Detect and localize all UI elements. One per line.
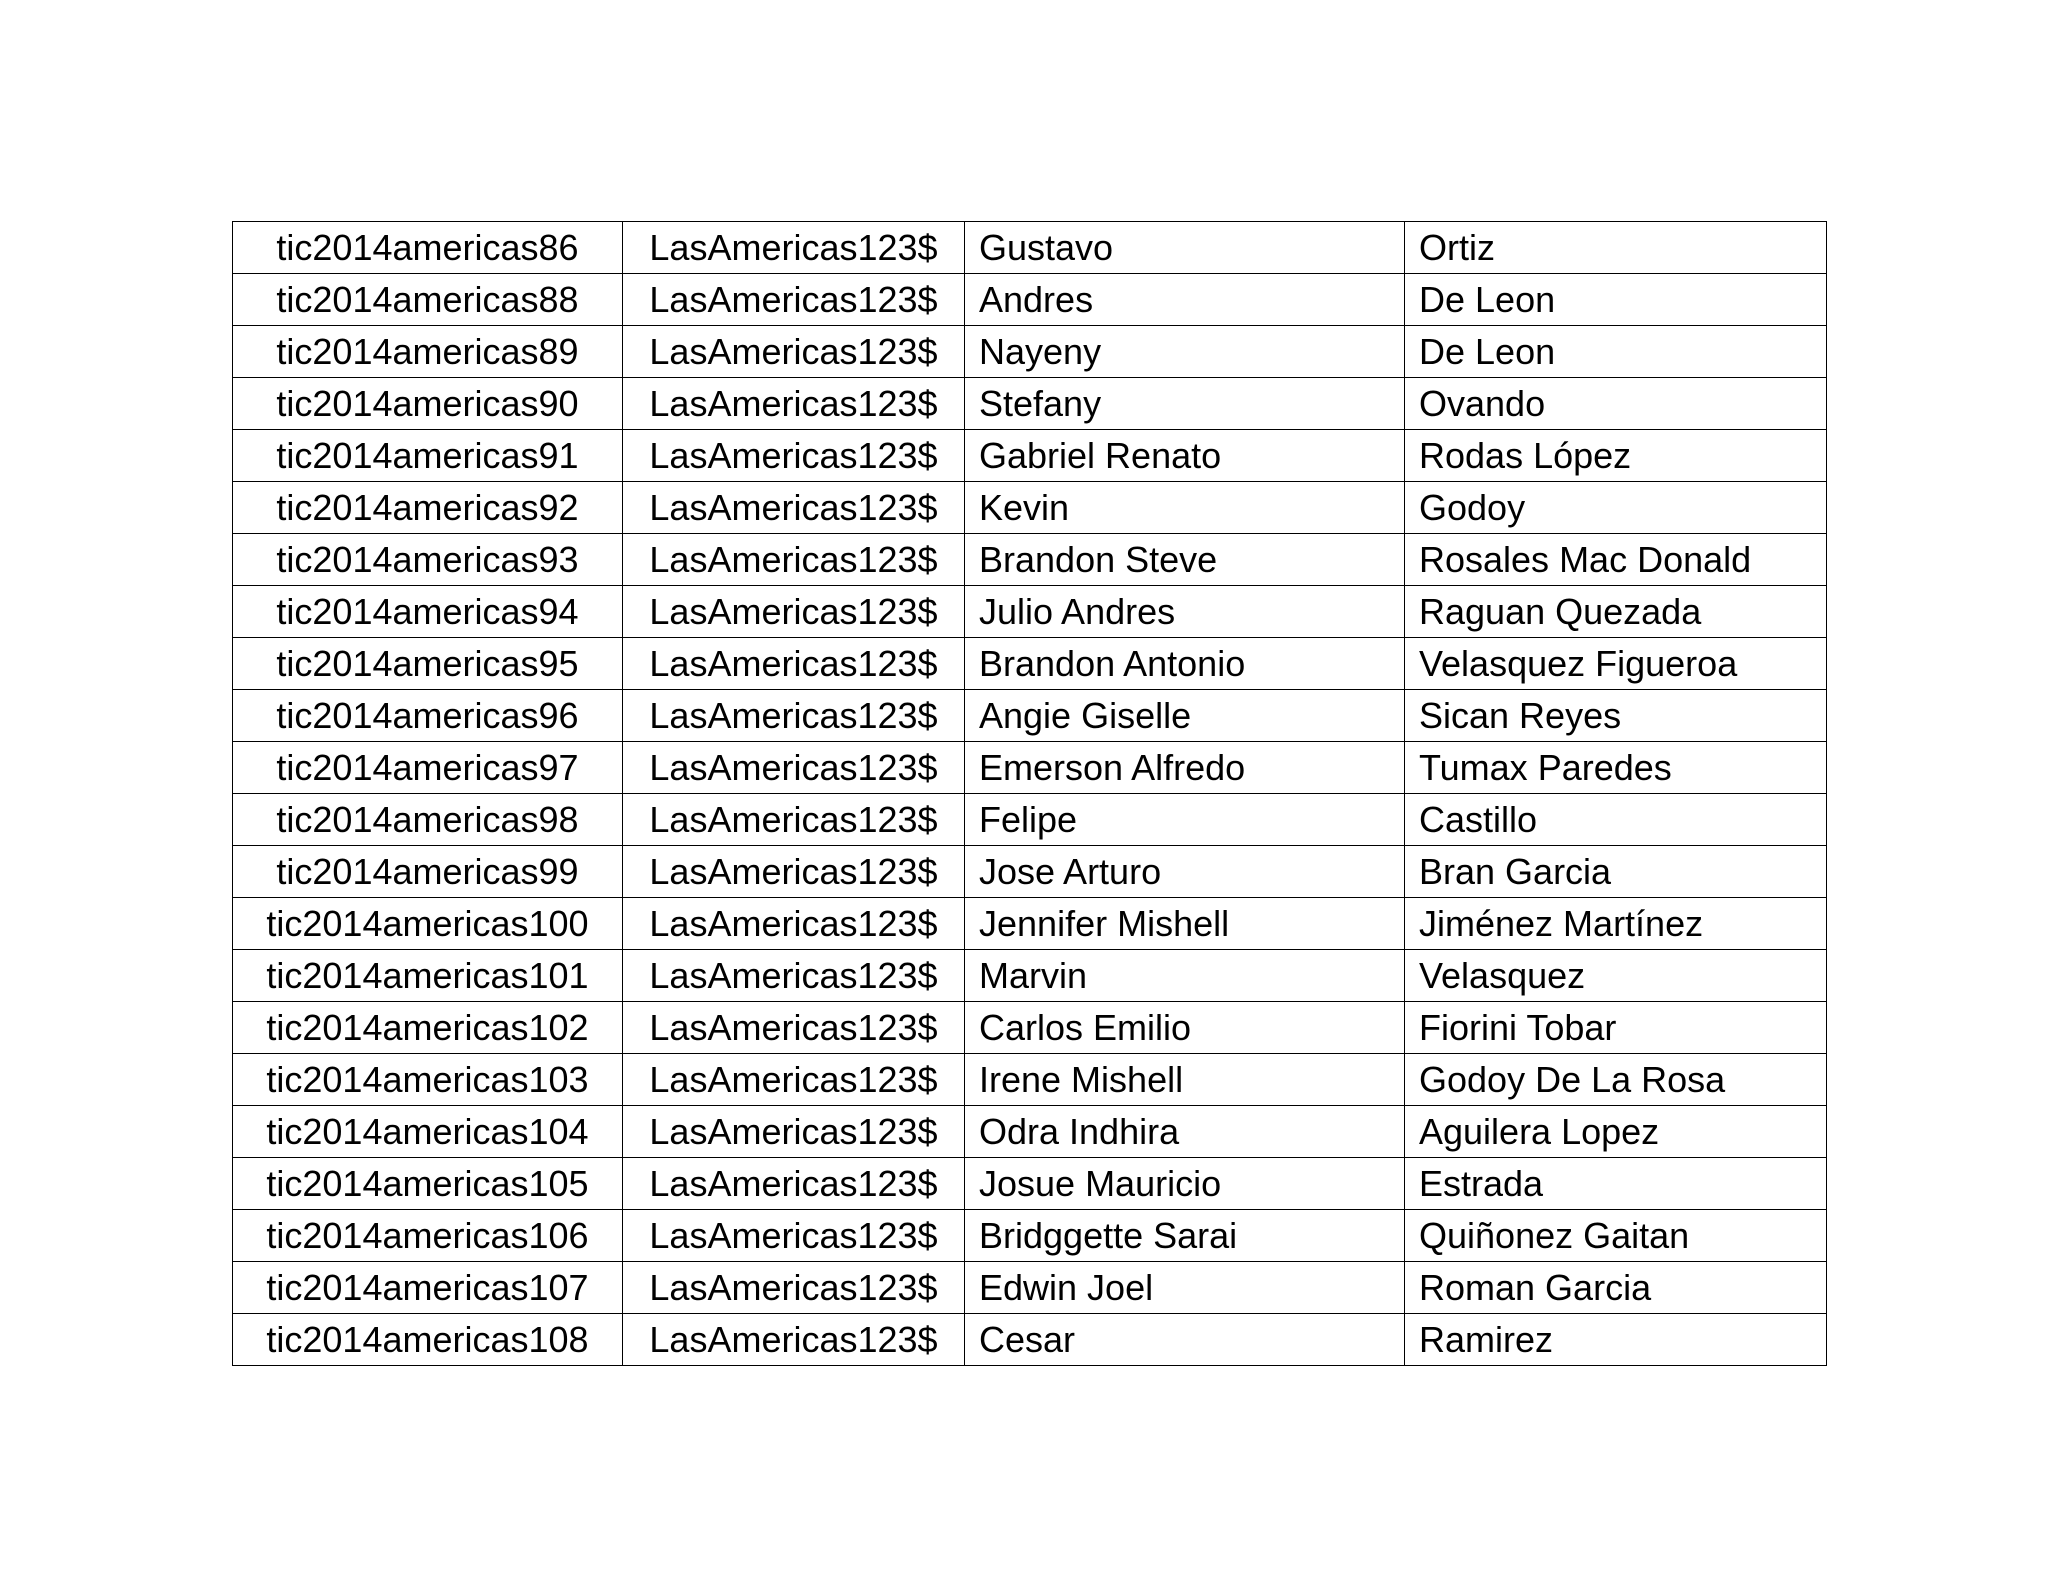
first-name-cell: Brandon Antonio xyxy=(965,638,1405,690)
first-name-cell: Kevin xyxy=(965,482,1405,534)
last-name-cell: De Leon xyxy=(1405,326,1827,378)
table-row xyxy=(233,326,1827,378)
last-name-cell: Fiorini Tobar xyxy=(1405,1002,1827,1054)
last-name-cell: Rosales Mac Donald xyxy=(1405,534,1827,586)
first-name-cell: Edwin Joel xyxy=(965,1262,1405,1314)
table-row xyxy=(233,378,1827,430)
username-cell: tic2014americas106 xyxy=(233,1210,623,1262)
first-name-cell: Gabriel Renato xyxy=(965,430,1405,482)
password-cell: LasAmericas123$ xyxy=(623,1158,965,1210)
table-row xyxy=(233,1054,1827,1106)
last-name-cell: Velasquez xyxy=(1405,950,1827,1002)
password-cell: LasAmericas123$ xyxy=(623,482,965,534)
user-table-body xyxy=(233,222,1827,1366)
username-cell: tic2014americas105 xyxy=(233,1158,623,1210)
password-cell: LasAmericas123$ xyxy=(623,1262,965,1314)
first-name-cell: Julio Andres xyxy=(965,586,1405,638)
username-cell: tic2014americas107 xyxy=(233,1262,623,1314)
last-name-cell: Ramirez xyxy=(1405,1314,1827,1366)
table-row xyxy=(233,1210,1827,1262)
first-name-cell: Bridggette Sarai xyxy=(965,1210,1405,1262)
first-name-cell: Odra Indhira xyxy=(965,1106,1405,1158)
username-cell: tic2014americas86 xyxy=(233,222,623,274)
table-row xyxy=(233,222,1827,274)
username-cell: tic2014americas91 xyxy=(233,430,623,482)
password-cell: LasAmericas123$ xyxy=(623,326,965,378)
username-cell: tic2014americas90 xyxy=(233,378,623,430)
username-cell: tic2014americas98 xyxy=(233,794,623,846)
last-name-cell: Castillo xyxy=(1405,794,1827,846)
table-row xyxy=(233,950,1827,1002)
table-row xyxy=(233,1002,1827,1054)
first-name-cell: Jennifer Mishell xyxy=(965,898,1405,950)
username-cell: tic2014americas88 xyxy=(233,274,623,326)
username-cell: tic2014americas100 xyxy=(233,898,623,950)
last-name-cell: Estrada xyxy=(1405,1158,1827,1210)
password-cell: LasAmericas123$ xyxy=(623,1314,965,1366)
password-cell: LasAmericas123$ xyxy=(623,950,965,1002)
password-cell: LasAmericas123$ xyxy=(623,274,965,326)
table-row xyxy=(233,482,1827,534)
last-name-cell: Bran Garcia xyxy=(1405,846,1827,898)
last-name-cell: Quiñonez Gaitan xyxy=(1405,1210,1827,1262)
last-name-cell: Jiménez Martínez xyxy=(1405,898,1827,950)
username-cell: tic2014americas99 xyxy=(233,846,623,898)
first-name-cell: Felipe xyxy=(965,794,1405,846)
first-name-cell: Nayeny xyxy=(965,326,1405,378)
username-cell: tic2014americas97 xyxy=(233,742,623,794)
table-row xyxy=(233,430,1827,482)
username-cell: tic2014americas104 xyxy=(233,1106,623,1158)
table-row xyxy=(233,690,1827,742)
username-cell: tic2014americas108 xyxy=(233,1314,623,1366)
password-cell: LasAmericas123$ xyxy=(623,742,965,794)
first-name-cell: Marvin xyxy=(965,950,1405,1002)
username-cell: tic2014americas101 xyxy=(233,950,623,1002)
password-cell: LasAmericas123$ xyxy=(623,378,965,430)
first-name-cell: Josue Mauricio xyxy=(965,1158,1405,1210)
username-cell: tic2014americas102 xyxy=(233,1002,623,1054)
username-cell: tic2014americas95 xyxy=(233,638,623,690)
password-cell: LasAmericas123$ xyxy=(623,586,965,638)
first-name-cell: Stefany xyxy=(965,378,1405,430)
password-cell: LasAmericas123$ xyxy=(623,1054,965,1106)
last-name-cell: Aguilera Lopez xyxy=(1405,1106,1827,1158)
last-name-cell: Ovando xyxy=(1405,378,1827,430)
last-name-cell: Raguan Quezada xyxy=(1405,586,1827,638)
user-table xyxy=(232,221,1827,1366)
last-name-cell: Godoy De La Rosa xyxy=(1405,1054,1827,1106)
last-name-cell: Godoy xyxy=(1405,482,1827,534)
password-cell: LasAmericas123$ xyxy=(623,898,965,950)
first-name-cell: Irene Mishell xyxy=(965,1054,1405,1106)
password-cell: LasAmericas123$ xyxy=(623,222,965,274)
last-name-cell: Ortiz xyxy=(1405,222,1827,274)
password-cell: LasAmericas123$ xyxy=(623,534,965,586)
first-name-cell: Cesar xyxy=(965,1314,1405,1366)
first-name-cell: Brandon Steve xyxy=(965,534,1405,586)
password-cell: LasAmericas123$ xyxy=(623,1106,965,1158)
password-cell: LasAmericas123$ xyxy=(623,430,965,482)
username-cell: tic2014americas89 xyxy=(233,326,623,378)
last-name-cell: Tumax Paredes xyxy=(1405,742,1827,794)
table-row xyxy=(233,638,1827,690)
last-name-cell: Roman Garcia xyxy=(1405,1262,1827,1314)
table-row xyxy=(233,1106,1827,1158)
first-name-cell: Gustavo xyxy=(965,222,1405,274)
first-name-cell: Jose Arturo xyxy=(965,846,1405,898)
table-row xyxy=(233,846,1827,898)
table-row xyxy=(233,794,1827,846)
table-row xyxy=(233,534,1827,586)
password-cell: LasAmericas123$ xyxy=(623,794,965,846)
username-cell: tic2014americas103 xyxy=(233,1054,623,1106)
table-row xyxy=(233,1314,1827,1366)
first-name-cell: Carlos Emilio xyxy=(965,1002,1405,1054)
password-cell: LasAmericas123$ xyxy=(623,638,965,690)
first-name-cell: Emerson Alfredo xyxy=(965,742,1405,794)
last-name-cell: Rodas López xyxy=(1405,430,1827,482)
last-name-cell: Sican Reyes xyxy=(1405,690,1827,742)
username-cell: tic2014americas93 xyxy=(233,534,623,586)
password-cell: LasAmericas123$ xyxy=(623,690,965,742)
username-cell: tic2014americas96 xyxy=(233,690,623,742)
table-row xyxy=(233,1158,1827,1210)
table-row xyxy=(233,586,1827,638)
password-cell: LasAmericas123$ xyxy=(623,846,965,898)
last-name-cell: Velasquez Figueroa xyxy=(1405,638,1827,690)
table-row xyxy=(233,1262,1827,1314)
last-name-cell: De Leon xyxy=(1405,274,1827,326)
first-name-cell: Angie Giselle xyxy=(965,690,1405,742)
password-cell: LasAmericas123$ xyxy=(623,1002,965,1054)
table-row xyxy=(233,898,1827,950)
table-row xyxy=(233,274,1827,326)
first-name-cell: Andres xyxy=(965,274,1405,326)
password-cell: LasAmericas123$ xyxy=(623,1210,965,1262)
table-row xyxy=(233,742,1827,794)
username-cell: tic2014americas94 xyxy=(233,586,623,638)
username-cell: tic2014americas92 xyxy=(233,482,623,534)
